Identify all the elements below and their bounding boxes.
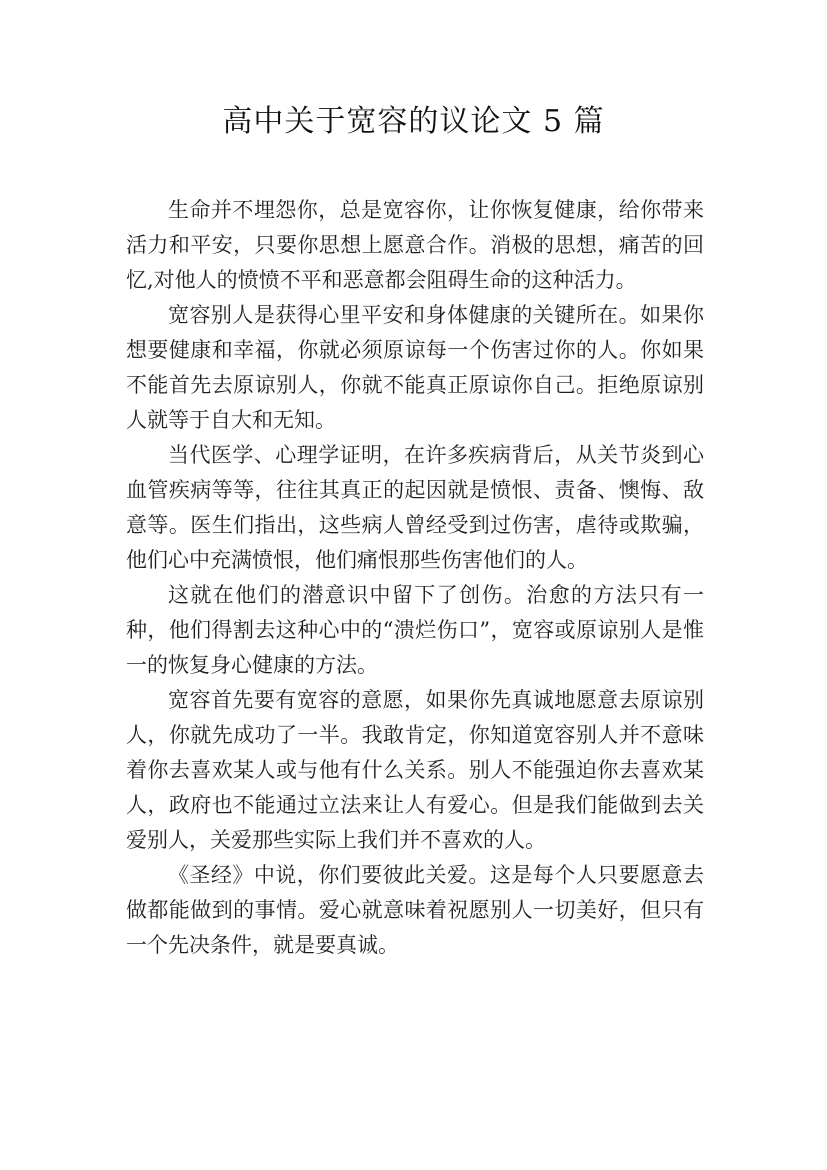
- paragraph-3: 当代医学、心理学证明，在许多疾病背后，从关节炎到心血管疾病等等，往往其真正的起因就是愤恨、责备、懊悔、敌意等。医生们指出，这些病人曾经受到过伤害，虐待或欺骗，他们心中充满愤恨，他们痛恨那些伤害他们的人。: [126, 443, 704, 572]
- paragraph-1: 生命并不埋怨你，总是宽容你，让你恢复健康，给你带来活力和平安，只要你思想上愿意合作。消极的思想，痛苦的回忆,对他人的愤愤不平和恶意都会阻碍生命的这种活力。: [126, 198, 704, 292]
- page-title: 高中关于宽容的议论文 5 篇: [222, 104, 605, 139]
- paragraph-6: 《圣经》中说，你们要彼此关爱。这是每个人只要愿意去做都能做到的事情。爱心就意味着祝愿别人一切美好，但只有一个先决条件，就是要真诚。: [126, 863, 704, 957]
- paragraph-4: 这就在他们的潜意识中留下了创伤。治愈的方法只有一种，他们得割去这种心中的“溃烂伤口”，宽容或原谅别人是惟一的恢复身心健康的方法。: [126, 583, 704, 677]
- paragraph-2: 宽容别人是获得心里平安和身体健康的关键所在。如果你想要健康和幸福，你就必须原谅每一个伤害过你的人。你如果不能首先去原谅别人，你就不能真正原谅你自己。拒绝原谅别人就等于自大和无知。: [126, 303, 704, 432]
- paragraph-5: 宽容首先要有宽容的意愿，如果你先真诚地愿意去原谅别人，你就先成功了一半。我敢肯定，你知道宽容别人并不意味着你去喜欢某人或与他有什么关系。别人不能强迫你去喜欢某人，政府也不能通过立法来让人有爱心。但是我们能做到去关爱别人，关爱那些实际上我们并不喜欢的人。: [126, 688, 704, 852]
- essay-body: [126, 193, 704, 963]
